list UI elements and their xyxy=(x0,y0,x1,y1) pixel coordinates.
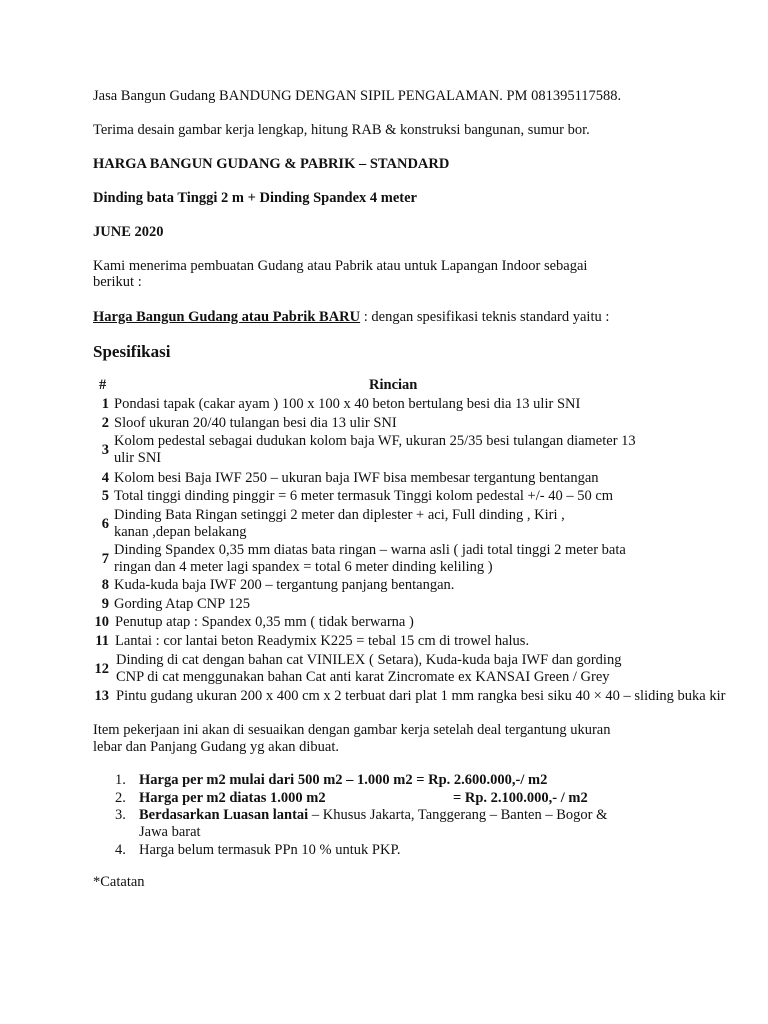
row-text: Total tinggi dinding pinggir = 6 meter termasuk Tinggi kolom pedestal +/- 40 – 50 cm xyxy=(114,488,614,504)
table-header-num: # xyxy=(99,377,107,393)
list-text: Harga belum termasuk PPn 10 % untuk PKP. xyxy=(139,842,401,858)
harga-baru-link[interactable]: Harga Bangun Gudang atau Pabrik BARU xyxy=(93,309,361,325)
main-heading: HARGA BANGUN GUDANG & PABRIK – STANDARD xyxy=(93,156,450,172)
list-text: Harga per m2 diatas 1.000 m2 xyxy=(139,790,326,806)
list-number: 2. xyxy=(115,790,126,806)
row-number: 9 xyxy=(101,596,109,612)
list-number: 4. xyxy=(115,842,126,858)
intro-line-company: Jasa Bangun Gudang BANDUNG DENGAN SIPIL PENGALAMAN. PM 081395117588. xyxy=(93,88,622,104)
sub-heading: Dinding bata Tinggi 2 m + Dinding Spandex 4 meter xyxy=(93,190,417,206)
row-text: Pintu gudang ukuran 200 x 400 cm x 2 terbuat dari plat 1 mm rangka besi siku 40 × 40 – sliding buka kir xyxy=(116,688,726,704)
row-number: 13 xyxy=(94,688,109,704)
row-number: 10 xyxy=(94,614,109,630)
row-number: 1 xyxy=(101,396,109,412)
row-text: Dinding di cat dengan bahan cat VINILEX ( Setara), Kuda-kuda baja IWF dan gording CNP di cat menggunakan bahan Cat anti karat Zincromate ex KANSAI Green / Grey xyxy=(116,652,622,685)
row-text: Kuda-kuda baja IWF 200 – tergantung panjang bentangan. xyxy=(114,577,455,593)
row-number: 11 xyxy=(95,633,109,649)
row-text: Pondasi tapak (cakar ayam ) 100 x 100 x 40 beton bertulang besi dia 13 ulir SNI xyxy=(114,396,581,412)
document-page xyxy=(93,0,768,1024)
row-number: 2 xyxy=(101,415,109,431)
date-heading: JUNE 2020 xyxy=(93,224,164,240)
row-text: Gording Atap CNP 125 xyxy=(114,596,251,612)
row-text: Penutup atap : Spandex 0,35 mm ( tidak berwarna ) xyxy=(115,614,414,630)
row-number: 6 xyxy=(101,516,109,532)
catatan-note: *Catatan xyxy=(93,874,145,890)
list-number: 1. xyxy=(115,772,126,788)
intro-line-services: Terima desain gambar kerja lengkap, hitung RAB & konstruksi bangunan, sumur bor. xyxy=(93,122,590,138)
row-text: Kolom besi Baja IWF 250 – ukuran baja IWF bisa membesar tergantung bentangan xyxy=(114,470,599,486)
after-table-line-2: lebar dan Panjang Gudang yg akan dibuat. xyxy=(93,739,340,755)
spec-heading: Spesifikasi xyxy=(93,342,171,361)
row-number: 8 xyxy=(101,577,109,593)
harga-line xyxy=(93,309,609,326)
row-text: Kolom pedestal sebagai dudukan kolom baja WF, ukuran 25/35 besi tulangan diameter 13 ulir SNI xyxy=(114,433,636,466)
harga-spec-text: : dengan spesifikasi teknis standard yaitu : xyxy=(360,309,610,325)
intro-paragraph-line-2: berikut : xyxy=(93,274,142,290)
row-text: Dinding Bata Ringan setinggi 2 meter dan diplester + aci, Full dinding , Kiri , kanan ,depan belakang xyxy=(114,507,565,540)
after-table-line-1: Item pekerjaan ini akan di sesuaikan dengan gambar kerja setelah deal tergantung ukuran xyxy=(93,722,611,738)
row-number: 4 xyxy=(101,470,109,486)
row-text: Dinding Spandex 0,35 mm diatas bata ringan – warna asli ( jadi total tinggi 2 meter bata ringan dan 4 meter lagi spandex = total 6 meter dinding keliling ) xyxy=(114,542,626,575)
row-number: 3 xyxy=(101,442,109,458)
row-text: Lantai : cor lantai beton Readymix K225 = tebal 15 cm di trowel halus. xyxy=(115,633,530,649)
list-price: = Rp. 2.100.000,- / m2 xyxy=(453,790,588,806)
row-text: Sloof ukuran 20/40 tulangan besi dia 13 ulir SNI xyxy=(114,415,397,431)
intro-paragraph-line-1: Kami menerima pembuatan Gudang atau Pabrik atau untuk Lapangan Indoor sebagai xyxy=(93,258,588,274)
row-number: 5 xyxy=(101,488,109,504)
table-header-rincian: Rincian xyxy=(369,377,418,393)
list-number: 3. xyxy=(115,807,126,823)
row-number: 7 xyxy=(101,551,109,567)
list-text: Berdasarkan Luasan lantai – Khusus Jakarta, Tanggerang – Banten – Bogor & Jawa barat xyxy=(139,807,608,840)
list-text: Harga per m2 mulai dari 500 m2 – 1.000 m2 = Rp. 2.600.000,-/ m2 xyxy=(139,772,548,788)
row-number: 12 xyxy=(94,661,109,677)
